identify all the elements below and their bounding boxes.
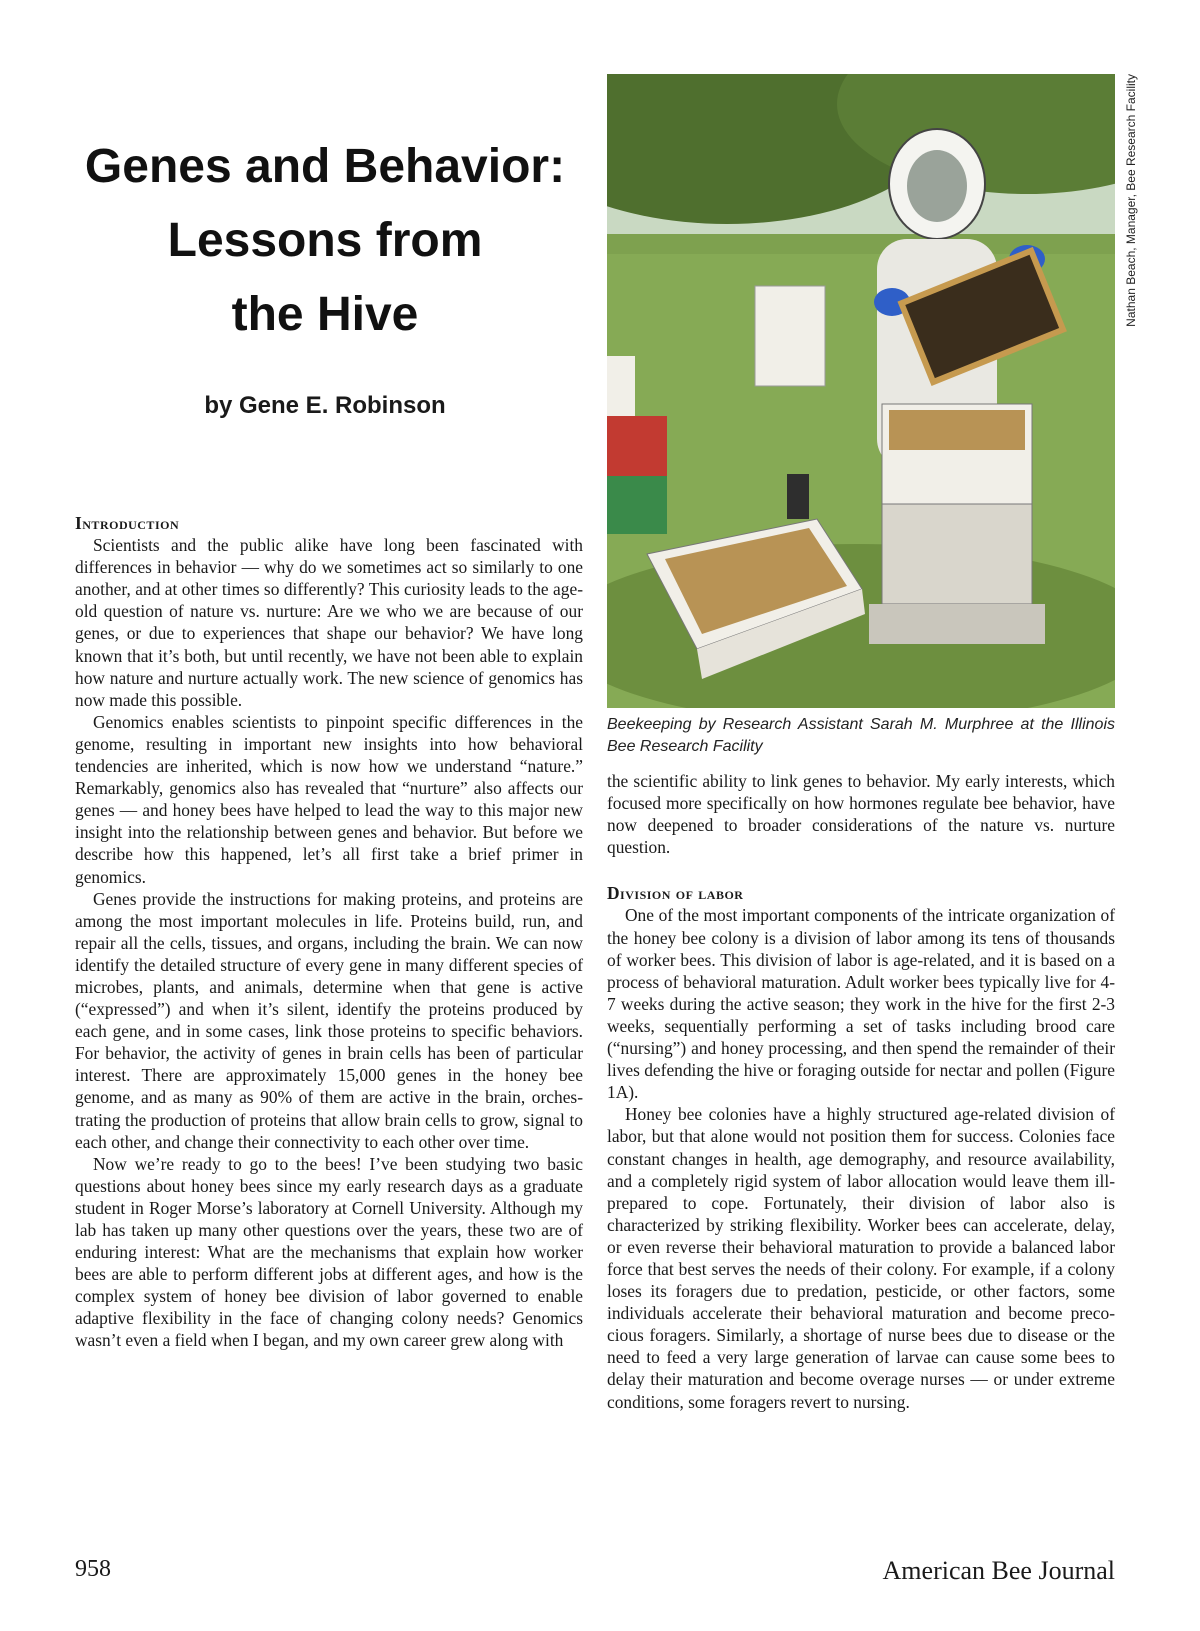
intro-paragraph-continued: the scientific ability to link genes to behavior. My early interests, which focused more specifically on how hormones regulate bee behavior, have now deepened to broader considerations of the nature vs. nurture question. <box>607 771 1115 858</box>
photo-credit-text: Nathan Beach, Manager, Bee Research Facility <box>1124 74 1138 327</box>
title-line-2: Lessons from <box>167 214 483 267</box>
article-title <box>70 130 580 352</box>
section-gap <box>607 858 1115 882</box>
division-paragraph-1: One of the most important components of the intricate organization of the honey bee colony is a division of labor among its tens of thousands of worker bees. This division of labor is age-related, and it is based on a process of behavioral maturation. Adult worker bees typically live for 4-7 weeks during the active season; they work in the hive for the first 2-3 weeks, sequentially performing a set of tasks including brood care (“nursing”) and honey processing, and then spend the remainder of their lives defending the hive or foraging outside for nectar and pollen (Figure 1A). <box>607 905 1115 1103</box>
journal-name: American Bee Journal <box>882 1556 1115 1585</box>
beekeeping-photo <box>607 74 1115 708</box>
title-line-3: the Hive <box>231 288 419 341</box>
intro-paragraph-1: Scientists and the public alike have long been fascinated with differences in behavior — why do we sometimes act so similarly to one another, and at other times so differently? This curiosity leads to the age-old question of nature vs. nurture: Are we who we are because of our genes, or due to experiences that shape our behavior? We have long known that it’s both, but until recently, we have not been able to explain how nature and nurture actually work. The new science of genomics has now made this possible. <box>75 535 583 710</box>
beekeeping-illustration <box>607 74 1115 708</box>
intro-paragraph-4: Now we’re ready to go to the bees! I’ve been studying two basic questions about honey bees since my early research days as a graduate student in Roger Morse’s laboratory at Cornell University. Although my lab has taken up many other questions over the years, these two are of enduring interest: What are the mechanisms that explain how worker bees are able to perform different jobs at different ages, and how is the complex system of honey bee division of labor governed to enable adaptive flexibility in the face of changing colony needs? Genomics wasn’t even a field when I began, and my own career grew along with <box>75 1153 583 1351</box>
intro-paragraph-2: Genomics enables scientists to pinpoint specific differences in the genome, resulting in important new insights into how behavioral tendencies are inherited, which is now how we understand “nature.” Remarkably, genomics also has revealed that “nurture” also affects our genes — and honey bees have helped to lead the way to this major new insight into the relationship between genes and behavior. But before we describe how this happened, let’s all first take a brief primer in genomics. <box>75 711 583 887</box>
section-heading-division-of-labor: Division of labor <box>607 883 744 904</box>
division-paragraph-2: Honey bee colonies have a highly structured age-related division of labor, but that alone would not position them for success. Colonies face constant changes in health, age demography, and resource availability, and a completely rigid system of labor allocation would leave them ill-prepared to cope. Fortunately, their division of labor also is characterized by striking flexibility. Worker bees can accelerate, delay, or even reverse their behavioral maturation to provide a balanced labor force that best serves the needs of their colony. For example, if a colony loses its foragers due to predation, pesticide, or other factors, some individuals accelerate their behavioral maturation and become precocious foragers. Similarly, a shortage of nurse bees due to disease or the need to feed a very large generation of larvae can cause some bees to delay their maturation and become overage nurses — or under extreme conditions, some foragers revert to nursing. <box>607 1104 1115 1412</box>
title-line-1: Genes and Behavior: <box>84 140 566 193</box>
photo-credit <box>1120 74 1142 334</box>
byline: by Gene E. Robinson <box>204 392 446 419</box>
intro-paragraph-3: Genes provide the instructions for making proteins, and proteins are among the most important molecules in life. Proteins build, run, and repair all the cells, tissues, and organs, including the brain. We can now identify the detailed structure of every gene in many different species of microbes, plants, and animals, determine when that gene is active (“expressed”) and when it’s silent, identify the proteins produced by each gene, and in some cases, link those proteins to specific behaviors. For behavior, the activity of genes in brain cells has been of particular interest. There are approximately 15,000 genes in the honey bee genome, and as many as 90% of them are active in the brain, orchestrating the production of proteins that allow brain cells to grow, signal to each other, and change their connectivity to each other over time. <box>75 888 583 1152</box>
photo-caption: Beekeeping by Research Assistant Sarah M. Murphree at the Illinois Bee Research Facility <box>607 716 1115 755</box>
right-column <box>607 770 1115 1413</box>
left-column <box>75 512 583 1352</box>
page-number: 958 <box>75 1556 111 1582</box>
section-heading-introduction: Introduction <box>75 513 180 533</box>
